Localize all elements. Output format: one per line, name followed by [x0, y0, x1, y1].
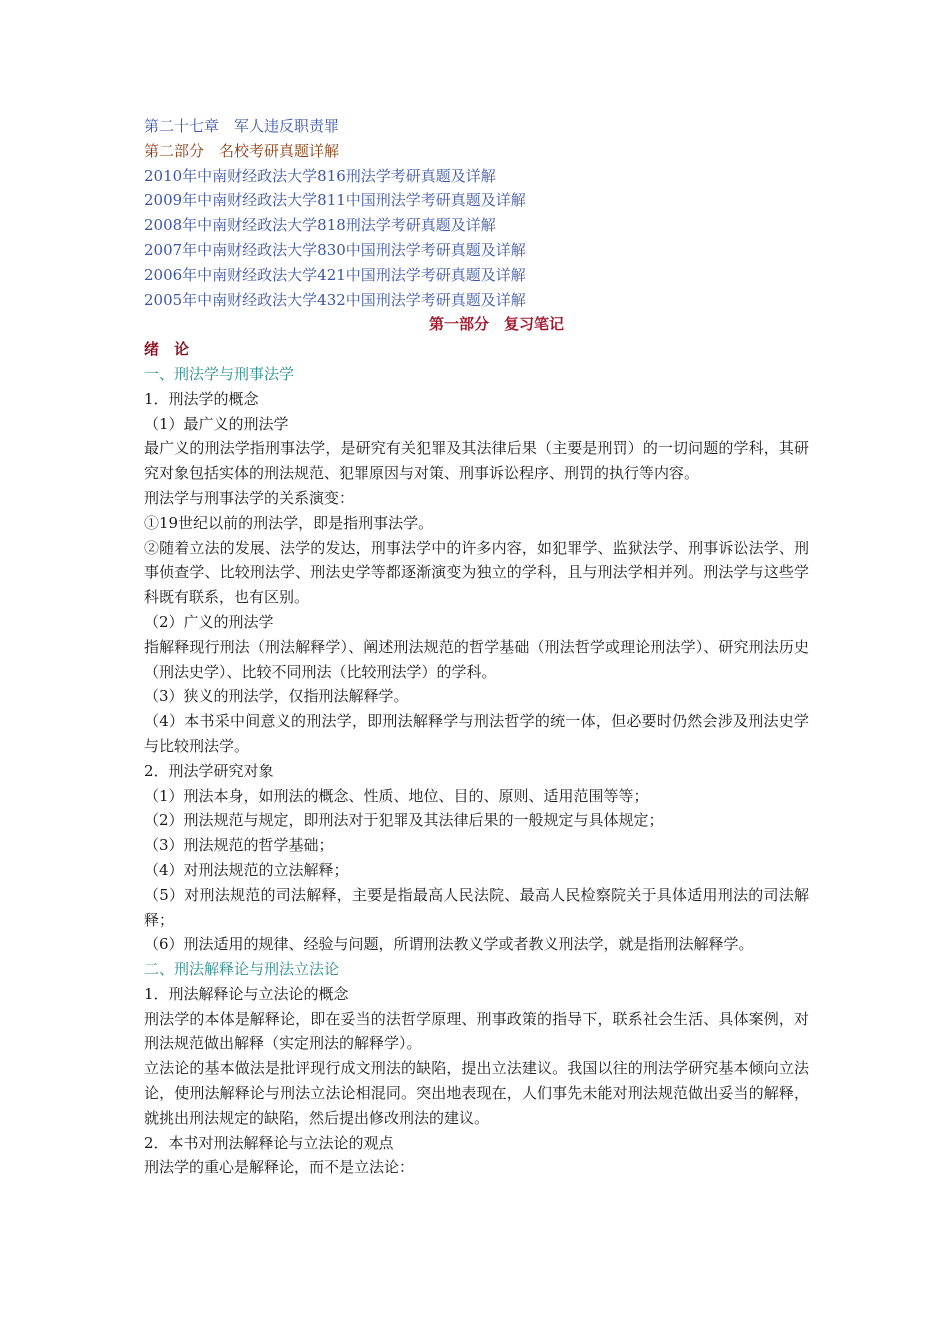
section-2-heading: 二、刑法解释论与刑法立法论	[144, 960, 340, 979]
list-item: （3）狭义的刑法学，仅指刑法解释学。	[144, 687, 409, 706]
document-content	[144, 114, 809, 1180]
subsection-heading: 1．刑法解释论与立法论的概念	[144, 984, 349, 1003]
toc-exam-link[interactable]: 2006年中南财经政法大学421中国刑法学考研真题及详解	[144, 265, 526, 284]
subsection-heading: 2．本书对刑法解释论与立法论的观点	[144, 1133, 394, 1152]
toc-exam-link[interactable]: 2009年中南财经政法大学811中国刑法学考研真题及详解	[144, 191, 526, 210]
paragraph: 立法论的基本做法是批评现行成文刑法的缺陷，提出立法建议。我国以往的刑法学研究基本倾向立法论，使刑法解释论与刑法立法论相混同。突出地表现在，人们事先未能对刑法规范做出妥当的解释，就挑出刑法规定的缺陷，然后提出修改刑法的建议。	[144, 1059, 809, 1127]
paragraph: 刑法学的重心是解释论，而不是立法论：	[144, 1158, 415, 1177]
paragraph: 刑法学的本体是解释论，即在妥当的法哲学原理、刑事政策的指导下，联系社会生活、具体案例，对刑法规范做出解释（实定刑法的解释学）。	[144, 1009, 809, 1053]
paragraph: 指解释现行刑法（刑法解释学）、阐述刑法规范的哲学基础（刑法哲学或理论刑法学）、研究刑法历史（刑法史学）、比较不同刑法（比较刑法学）的学科。	[144, 637, 809, 681]
toc-exam-link[interactable]: 2008年中南财经政法大学818刑法学考研真题及详解	[144, 216, 496, 235]
subsection-heading: 2．刑法学研究对象	[144, 761, 274, 780]
list-item: （4）对刑法规范的立法解释；	[144, 860, 349, 879]
list-item: （6）刑法适用的规律、经验与问题，所谓刑法教义学或者教义刑法学，就是指刑法解释学。	[144, 935, 754, 954]
chapter-title: 绪 论	[144, 340, 190, 359]
toc-exam-link[interactable]: 2007年中南财经政法大学830中国刑法学考研真题及详解	[144, 240, 526, 259]
list-item: （2）刑法规范与规定，即刑法对于犯罪及其法律后果的一般规定与具体规定；	[144, 811, 664, 830]
list-item: （2）广义的刑法学	[144, 612, 274, 631]
paragraph: ①19世纪以前的刑法学，即是指刑事法学。	[144, 513, 434, 532]
list-item: （1）最广义的刑法学	[144, 414, 289, 433]
toc-exam-link[interactable]: 2005年中南财经政法大学432中国刑法学考研真题及详解	[144, 290, 526, 309]
toc-chapter-27-link[interactable]: 第二十七章 军人违反职责罪	[144, 117, 340, 135]
paragraph: 最广义的刑法学指刑事法学，是研究有关犯罪及其法律后果（主要是刑罚）的一切问题的学科，其研究对象包括实体的刑法规范、犯罪原因与对策、刑事诉讼程序、刑罚的执行等内容。	[144, 439, 809, 483]
list-item: （3）刑法规范的哲学基础；	[144, 836, 334, 855]
paragraph: ②随着立法的发展、法学的发达，刑事法学中的许多内容，如犯罪学、监狱法学、刑事诉讼法学、刑事侦查学、比较刑法学、刑法史学等都逐渐演变为独立的学科，且与刑法学相并列。刑法学与这些学科既有联系，也有区别。	[144, 538, 809, 607]
paragraph: 刑法学与刑事法学的关系演变：	[144, 488, 355, 507]
toc-part-2-link[interactable]: 第二部分 名校考研真题详解	[144, 141, 340, 160]
list-item: （5）对刑法规范的司法解释，主要是指最高人民法院、最高人民检察院关于具体适用刑法的司法解释；	[144, 885, 809, 929]
subsection-heading: 1．刑法学的概念	[144, 389, 259, 408]
toc-exam-link[interactable]: 2010年中南财经政法大学816刑法学考研真题及详解	[144, 166, 496, 185]
section-1-heading: 一、刑法学与刑事法学	[144, 364, 295, 383]
part-1-title: 第一部分 复习笔记	[428, 315, 564, 334]
list-item: （1）刑法本身，如刑法的概念、性质、地位、目的、原则、适用范围等等；	[144, 786, 649, 805]
list-item: （4）本书采中间意义的刑法学，即刑法解释学与刑法哲学的统一体，但必要时仍然会涉及刑法史学与比较刑法学。	[144, 712, 809, 755]
